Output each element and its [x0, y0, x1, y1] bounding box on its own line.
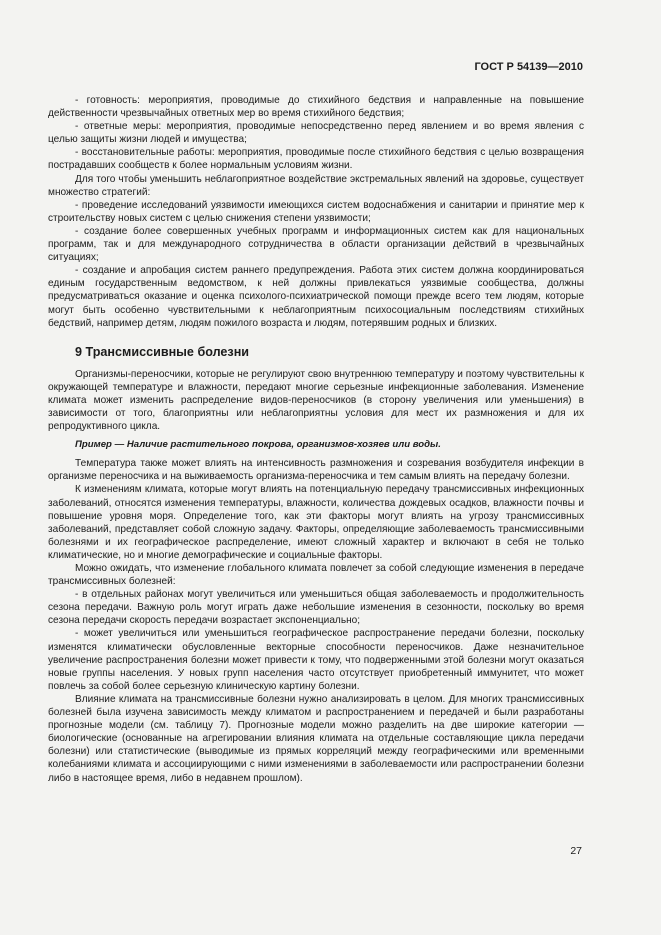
paragraph: - ответные меры: мероприятия, проводимые непосредственно перед явлением и во время явления с целью защиты жизни людей и имущества; [48, 121, 584, 146]
paragraph: - создание и апробация систем раннего предупреждения. Работа этих систем должна координироваться единым государственным ведомством, к ней должны привлекаться уязвимые сообщества, должны предусматриваться оказание и оценка психолого-психиатрической помощи прежде всего тем людям, которые могут быть особенно чувствительными к неблагоприятным психосоциальным последствиям стихийных бедствий, например детям, людям пожилого возраста и людям, потерявшим родных и близких. [48, 265, 584, 329]
paragraph: - в отдельных районах могут увеличиться или уменьшиться общая заболеваемость и продолжительность сезона передачи. Важную роль могут играть даже небольшие изменения в сезонности, поскольку во время сезона передачи скорость передачи возрастает экспоненциально; [48, 589, 584, 627]
example-note: Пример — Наличие растительного покрова, организмов-хозяев или воды. [75, 439, 441, 451]
page-number: 27 [570, 845, 582, 857]
paragraph: - проведение исследований уязвимости имеющихся систем водоснабжения и санитарии и принятие мер к строительству новых систем с целью снижения степени уязвимости; [48, 199, 584, 224]
paragraph: - создание более совершенных учебных программ и информационных систем как для национальных программ, так и для международного сотрудничества в области организации действий в чрезвычайных ситуациях; [48, 225, 584, 264]
paragraph: Для того чтобы уменьшить неблагоприятное воздействие экстремальных явлений на здоровье, существует множество стратегий: [48, 173, 584, 198]
document-id: ГОСТ Р 54139—2010 [474, 61, 583, 73]
paragraph: Можно ожидать, что изменение глобального климата повлечет за собой следующие изменения в передаче трансмиссивных болезней: [48, 563, 584, 588]
paragraph: - восстановительные работы: мероприятия, проводимые после стихийного бедствия с целью возвращения пострадавших сообществ к более нормальным условиям жизни. [48, 147, 584, 172]
paragraph: К изменениям климата, которые могут влиять на потенциальную передачу трансмиссивных инфекционных заболеваний, относятся изменения температуры, влажности, количества дождевых осадков, влажности почвы и повышение уровня моря. Определение того, как эти факторы могут влиять на угрозу трансмиссивных заболеваний, представляет собой сложную задачу. Факторы, определяющие заболеваемость трансмиссивными болезнями и их географическое распределение, имеют сложный характер и включают в себя не только климатические, но и многие демографические и социальные факторы. [48, 484, 584, 561]
paragraph: Температура также может влиять на интенсивность размножения и созревания возбудителя инфекции в организме переносчика и на выживаемость организма-переносчика и тем самым влиять на передачу болезни. [48, 458, 584, 483]
paragraph: - может увеличиться или уменьшиться географическое распространение передачи болезни, поскольку изменятся климатически обусловленные векторные способности переносчиков. Даже незначительное увеличение распространения болезни может привести к тому, что подверженными этой болезни могут оказаться новые группы населения. У новых групп населения часто отсутствует приобретенный иммунитет, что может повлечь за собой более серьезную клиническую картину болезни. [48, 628, 584, 692]
page-body [48, 94, 584, 785]
paragraph: Влияние климата на трансмиссивные болезни нужно анализировать в целом. Для многих трансмиссивных болезней была изучена зависимость между климатом и распространением и передачей и были разработаны прогнозные модели (см. таблицу 7). Прогнозные модели можно разделить на две широкие категории — биологические (основанные на агрегировании влияния климата на отдельные составляющие цикла передачи болезни) или статистические (выводимые из прямых корреляций между географическими или временными колебаниями климата и ассоциирующими с ними изменениями в заболеваемости или распространении болезни либо в настоящее время, либо в недавнем прошлом). [48, 693, 584, 784]
paragraph: - готовность: мероприятия, проводимые до стихийного бедствия и направленные на повышение действенности чрезвычайных ответных мер во время стихийного бедствия; [48, 95, 584, 120]
paragraph: Организмы-переносчики, которые не регулируют свою внутреннюю температуру и поэтому чувствительны к окружающей температуре и влажности, передают многие серьезные инфекционные заболевания. Изменение климата может изменить распределение видов-переносчиков (в сторону увеличения или уменьшения) в зависимости от того, благоприятны или неблагоприятны условия для мест их размножения и для их репродуктивного цикла. [48, 368, 584, 433]
section-heading: 9 Трансмиссивные болезни [75, 344, 250, 359]
